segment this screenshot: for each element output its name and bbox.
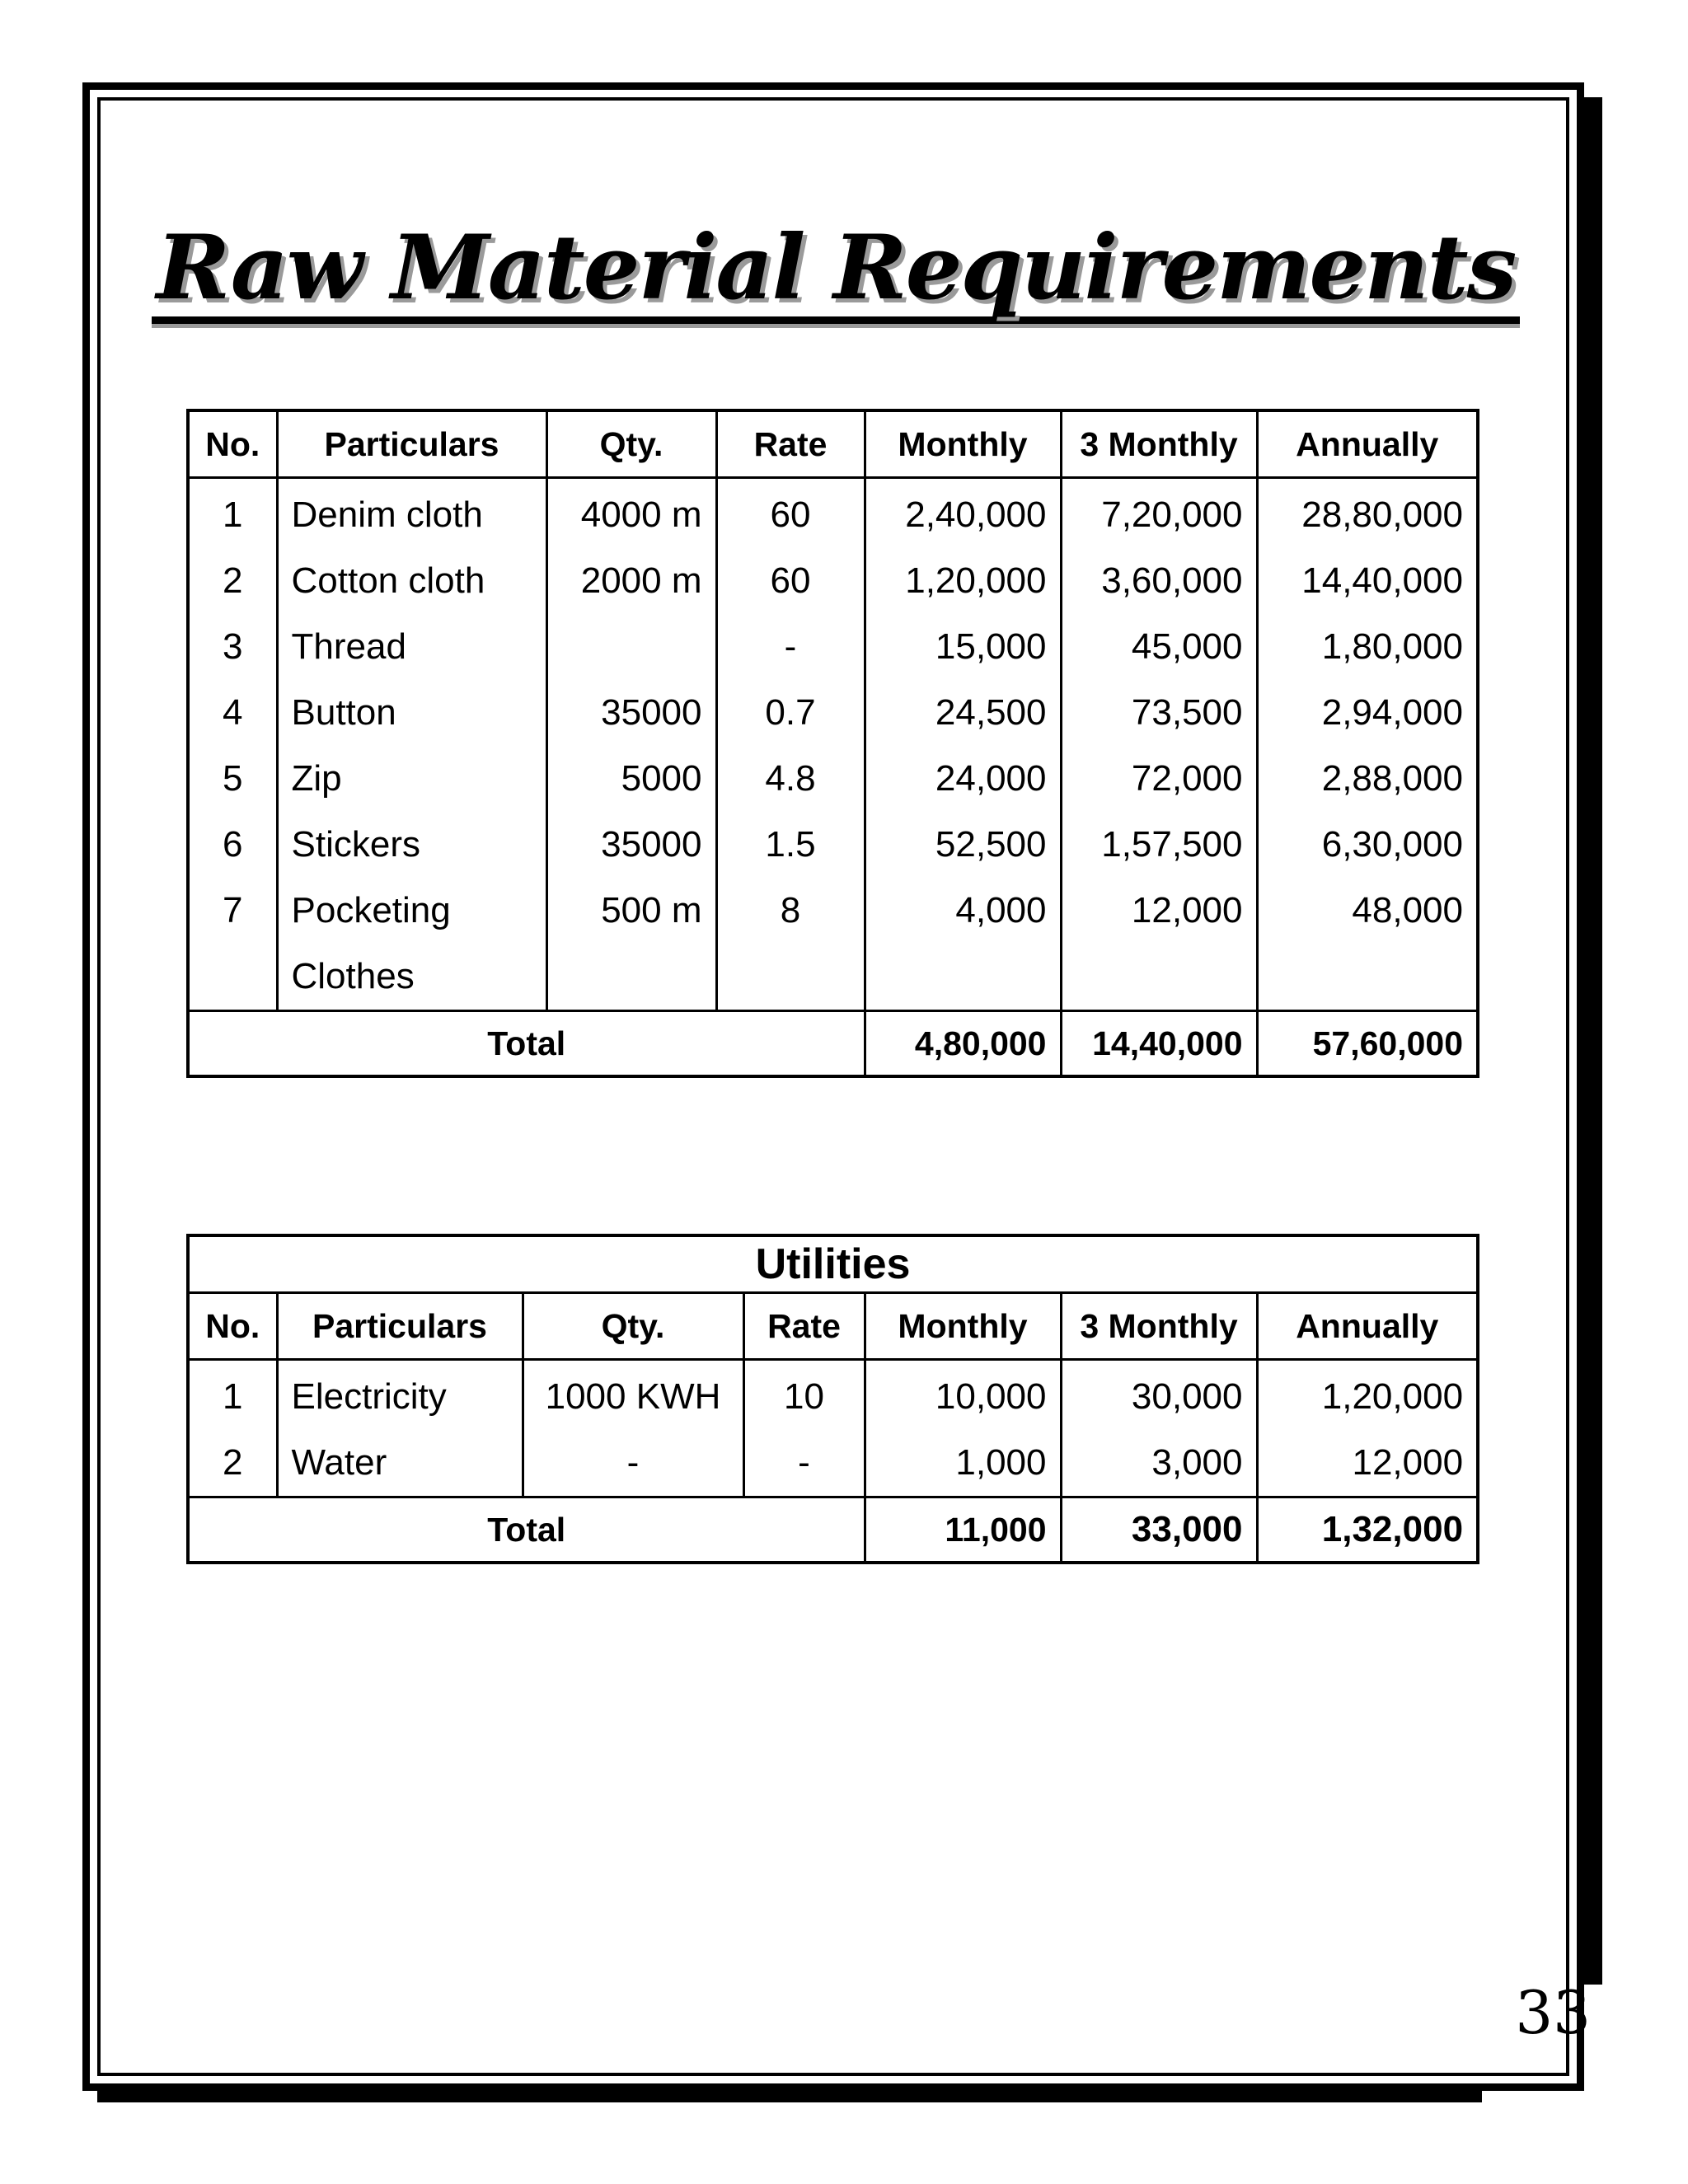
row-particulars: Clothes	[277, 944, 546, 1011]
row-annually: 48,000	[1257, 878, 1478, 944]
table-row	[188, 944, 1478, 1011]
row-particulars: Cotton cloth	[277, 548, 546, 614]
table-row	[188, 680, 1478, 746]
raw-header-row	[188, 410, 1478, 478]
total-annually: 57,60,000	[1257, 1011, 1478, 1077]
row-rate: 60	[716, 548, 865, 614]
col-header-annually: Annually	[1257, 410, 1478, 478]
col-header-rate: Rate	[716, 410, 865, 478]
row-no: 7	[188, 878, 277, 944]
row-annually: 1,20,000	[1257, 1360, 1478, 1431]
table-row	[188, 548, 1478, 614]
row-annually	[1257, 944, 1478, 1011]
utilities-table	[186, 1234, 1479, 1564]
row-no: 4	[188, 680, 277, 746]
row-particulars: Button	[277, 680, 546, 746]
row-no: 3	[188, 614, 277, 680]
row-qty	[546, 614, 716, 680]
row-annually: 12,000	[1257, 1430, 1478, 1497]
row-monthly	[865, 944, 1061, 1011]
page-frame-inner	[97, 97, 1569, 2076]
total-row	[188, 1011, 1478, 1077]
col-header-qty: Qty.	[546, 410, 716, 478]
row-3-monthly: 12,000	[1061, 878, 1257, 944]
row-no: 6	[188, 812, 277, 878]
row-no: 2	[188, 1430, 277, 1497]
row-rate: 10	[743, 1360, 865, 1431]
row-particulars: Pocketing	[277, 878, 546, 944]
total-label: Total	[188, 1011, 865, 1077]
table-row	[188, 478, 1478, 549]
row-monthly: 10,000	[865, 1360, 1061, 1431]
row-rate: -	[743, 1430, 865, 1497]
row-no: 1	[188, 478, 277, 549]
row-qty	[546, 944, 716, 1011]
total-row	[188, 1497, 1478, 1563]
row-rate: -	[716, 614, 865, 680]
row-qty: 1000 KWH	[523, 1360, 743, 1431]
row-qty: 5000	[546, 746, 716, 812]
col-header-monthly: Monthly	[865, 410, 1061, 478]
row-monthly: 15,000	[865, 614, 1061, 680]
row-particulars: Electricity	[277, 1360, 523, 1431]
row-qty: 2000 m	[546, 548, 716, 614]
col-header-qty: Qty.	[523, 1293, 743, 1360]
row-no	[188, 944, 277, 1011]
table-row	[188, 614, 1478, 680]
row-monthly: 1,000	[865, 1430, 1061, 1497]
frame-shadow-right	[1582, 97, 1602, 1985]
col-header-annually: Annually	[1257, 1293, 1478, 1360]
total-3-monthly: 14,40,000	[1061, 1011, 1257, 1077]
row-annually: 2,88,000	[1257, 746, 1478, 812]
row-monthly: 1,20,000	[865, 548, 1061, 614]
row-qty: 35000	[546, 680, 716, 746]
raw-material-table	[186, 409, 1479, 1078]
row-rate: 8	[716, 878, 865, 944]
row-monthly: 24,000	[865, 746, 1061, 812]
total-annually: 1,32,000	[1257, 1497, 1478, 1563]
row-annually: 6,30,000	[1257, 812, 1478, 878]
row-qty: 4000 m	[546, 478, 716, 549]
row-3-monthly: 3,60,000	[1061, 548, 1257, 614]
col-header-particulars: Particulars	[277, 1293, 523, 1360]
table-row	[188, 878, 1478, 944]
utilities-title-row	[188, 1235, 1478, 1293]
utilities-title: Utilities	[188, 1235, 1478, 1293]
row-rate	[716, 944, 865, 1011]
row-annually: 1,80,000	[1257, 614, 1478, 680]
row-3-monthly	[1061, 944, 1257, 1011]
row-3-monthly: 45,000	[1061, 614, 1257, 680]
row-rate: 60	[716, 478, 865, 549]
total-label: Total	[188, 1497, 865, 1563]
page-title: Raw Material Requirements	[0, 216, 1688, 324]
row-annually: 2,94,000	[1257, 680, 1478, 746]
row-rate: 1.5	[716, 812, 865, 878]
row-rate: 0.7	[716, 680, 865, 746]
row-monthly: 52,500	[865, 812, 1061, 878]
row-qty: 500 m	[546, 878, 716, 944]
row-particulars: Stickers	[277, 812, 546, 878]
raw-material-rows	[188, 478, 1478, 1077]
row-no: 1	[188, 1360, 277, 1431]
page-number: 33	[1515, 1978, 1591, 2047]
table-row	[188, 1360, 1478, 1431]
total-monthly: 11,000	[865, 1497, 1061, 1563]
row-3-monthly: 1,57,500	[1061, 812, 1257, 878]
row-qty: -	[523, 1430, 743, 1497]
table-row	[188, 1430, 1478, 1497]
row-no: 5	[188, 746, 277, 812]
row-no: 2	[188, 548, 277, 614]
row-monthly: 2,40,000	[865, 478, 1061, 549]
col-header-no: No.	[188, 410, 277, 478]
col-header-particulars: Particulars	[277, 410, 546, 478]
row-particulars: Zip	[277, 746, 546, 812]
row-annually: 14,40,000	[1257, 548, 1478, 614]
row-monthly: 4,000	[865, 878, 1061, 944]
col-header-3-monthly: 3 Monthly	[1061, 410, 1257, 478]
col-header-no: No.	[188, 1293, 277, 1360]
row-3-monthly: 30,000	[1061, 1360, 1257, 1431]
row-particulars: Thread	[277, 614, 546, 680]
total-monthly: 4,80,000	[865, 1011, 1061, 1077]
row-rate: 4.8	[716, 746, 865, 812]
total-3-monthly: 33,000	[1061, 1497, 1257, 1563]
row-qty: 35000	[546, 812, 716, 878]
col-header-3-monthly: 3 Monthly	[1061, 1293, 1257, 1360]
row-monthly: 24,500	[865, 680, 1061, 746]
row-particulars: Water	[277, 1430, 523, 1497]
row-3-monthly: 73,500	[1061, 680, 1257, 746]
col-header-monthly: Monthly	[865, 1293, 1061, 1360]
col-header-rate: Rate	[743, 1293, 865, 1360]
row-3-monthly: 3,000	[1061, 1430, 1257, 1497]
utilities-header-row	[188, 1293, 1478, 1360]
row-3-monthly: 72,000	[1061, 746, 1257, 812]
utilities-rows	[188, 1360, 1478, 1563]
table-row	[188, 812, 1478, 878]
row-3-monthly: 7,20,000	[1061, 478, 1257, 549]
row-annually: 28,80,000	[1257, 478, 1478, 549]
row-particulars: Denim cloth	[277, 478, 546, 549]
table-row	[188, 746, 1478, 812]
